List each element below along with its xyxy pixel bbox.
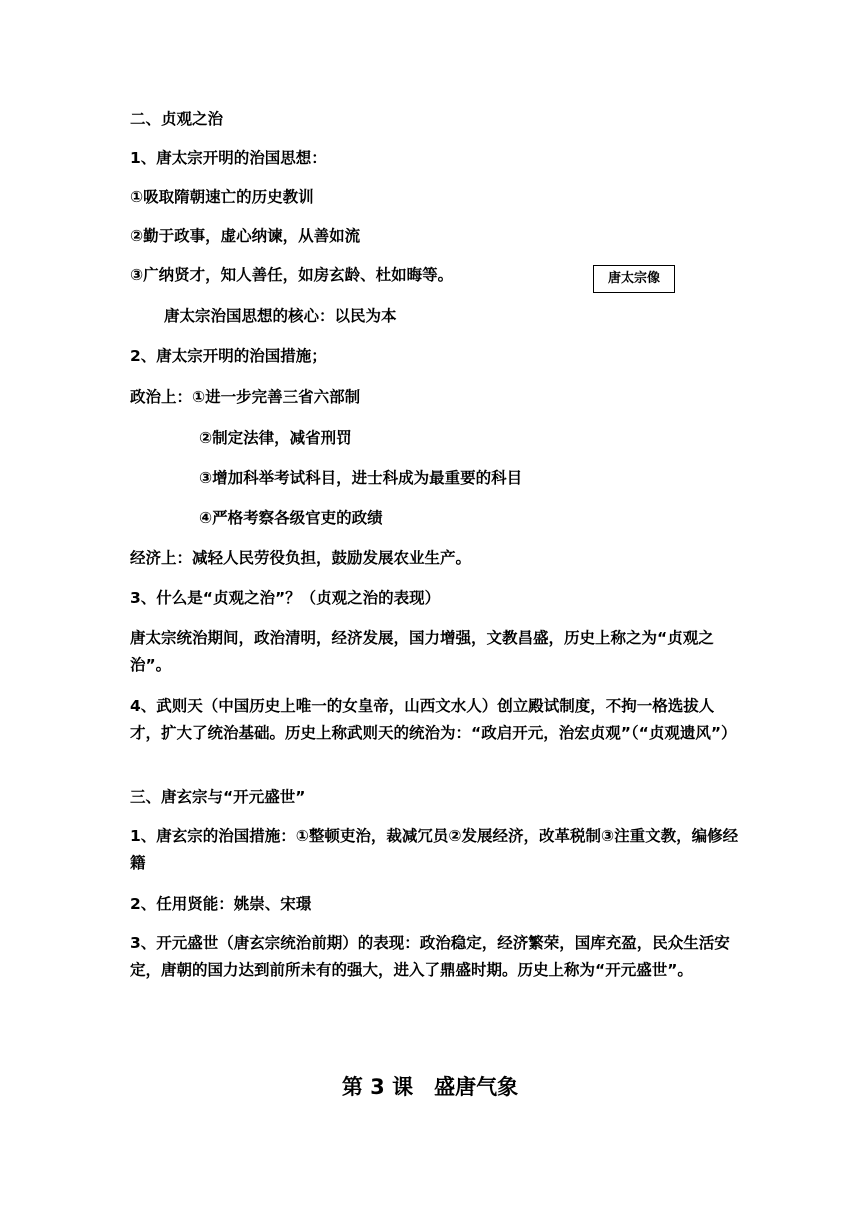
section3-item2-body: 2、任用贤能：姚崇、宋璟 — [130, 895, 312, 913]
politics-point-4: ④严格考察各级官吏的政绩 — [199, 509, 383, 527]
section2-heading: 二、贞观之治 — [130, 110, 224, 128]
section3-item3-body: 3、开元盛世（唐玄宗统治前期）的表现：政治稳定，经济繁荣，国库充盈，民众生活安定，唐朝的国力达到前所未有的强大，进入了鼎盛时期。历史上称为“开元盛世”。 — [130, 934, 730, 979]
section3-item1-body: 1、唐玄宗的治国措施：①整顿吏治，裁减冗员②发展经济，改革税制③注重文教，编修经籍 — [130, 827, 739, 872]
lesson-title: 第 3 课 盛唐气象 — [341, 1075, 519, 1099]
core-idea: 唐太宗治国思想的核心：以民为本 — [164, 307, 397, 325]
item1-point-1: ①吸取隋朝速亡的历史教训 — [130, 188, 314, 206]
politics-label: 政治上：①进一步完善三省六部制 — [130, 388, 361, 406]
item3-body: 唐太宗统治期间，政治清明，经济发展，国力增强，文教昌盛，历史上称之为“贞观之治”。 — [130, 629, 714, 674]
item3-title: 3、什么是“贞观之治”？（贞观之治的表现） — [130, 589, 441, 607]
item1-title: 1、唐太宗开明的治国思想： — [130, 149, 327, 167]
item2-title: 2、唐太宗开明的治国措施； — [130, 347, 327, 365]
item4-body: 4、武则天（中国历史上唯一的女皇帝，山西文水人）创立殿试制度，不拘一格选拔人才，扩大了统治基础。历史上称武则天的统治为：“政启开元，治宏贞观”（“贞观遗风”） — [130, 697, 737, 742]
image-placeholder-box: 唐太宗像 — [593, 265, 675, 293]
politics-point-2: ②制定法律，减省刑罚 — [199, 429, 352, 447]
item1-point-2: ②勤于政事，虚心纳谏，从善如流 — [130, 227, 361, 245]
politics-point-3: ③增加科举考试科目，进士科成为最重要的科目 — [199, 469, 523, 487]
economy-line: 经济上：减轻人民劳役负担，鼓励发展农业生产。 — [130, 549, 472, 567]
section3-heading: 三、唐玄宗与“开元盛世” — [130, 788, 306, 806]
item1-point-3: ③广纳贤才，知人善任，如房玄龄、杜如晦等。 — [130, 266, 454, 284]
